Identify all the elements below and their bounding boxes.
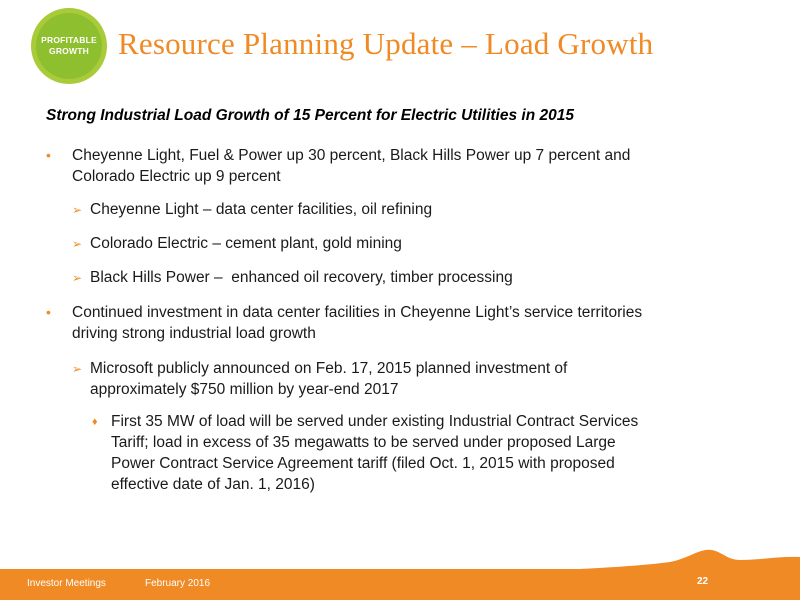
bullet-1-line1: Cheyenne Light, Fuel & Power up 30 percent, Black Hills Power up 7 percent and (72, 147, 631, 164)
slide-title: Resource Planning Update – Load Growth (118, 26, 654, 61)
arrow-bullet-icon: ➢ (72, 362, 83, 376)
slide-subtitle: Strong Industrial Load Growth of 15 Percent for Electric Utilities in 2015 (46, 107, 574, 124)
bullet-2-line1: Continued investment in data center facilities in Cheyenne Light’s service territories (72, 304, 643, 321)
bullet-dot-icon: • (46, 147, 51, 163)
bullet-2-subsub-1-line2: Tariff; load in excess of 35 megawatts to be served under proposed Large (111, 434, 616, 451)
bullet-2-text (72, 302, 732, 344)
badge-line2: GROWTH (49, 46, 89, 56)
bullet-1-text (72, 145, 732, 187)
bullet-1-line2: Colorado Electric up 9 percent (72, 168, 281, 185)
bullet-2-sub-1-line2: approximately $750 million by year-end 2017 (90, 381, 399, 398)
page-number: 22 (697, 576, 709, 587)
bullet-1-sub-3-text: Black Hills Power – enhanced oil recovery, timber processing (90, 269, 513, 286)
bullet-2-sub-1-line1: Microsoft publicly announced on Feb. 17, 2015 planned investment of (90, 360, 568, 377)
bullet-dot-icon: • (46, 304, 51, 320)
bullet-1-sub-2-text: Colorado Electric – cement plant, gold mining (90, 235, 402, 252)
arrow-bullet-icon: ➢ (72, 203, 83, 217)
bullet-1-sub-1-text: Cheyenne Light – data center facilities, oil refining (90, 201, 433, 218)
diamond-bullet-icon: ♦ (92, 416, 98, 428)
badge-line1: PROFITABLE (41, 35, 97, 45)
footer-bar (0, 569, 800, 600)
arrow-bullet-icon: ➢ (72, 237, 83, 251)
badge-circle (36, 13, 102, 79)
bullet-2-subsub-1-line4: effective date of Jan. 1, 2016) (111, 476, 315, 493)
arrow-bullet-icon: ➢ (72, 271, 83, 285)
badge-text (41, 35, 97, 57)
footer-event: Investor Meetings (27, 578, 106, 589)
bullet-2-subsub-1-line1: First 35 MW of load will be served under existing Industrial Contract Services (111, 413, 639, 430)
bullet-2-sub-1-text (90, 358, 720, 400)
bullet-2-subsub-1-line3: Power Contract Service Agreement tariff (filed Oct. 1, 2015 with proposed (111, 455, 615, 472)
bullet-2-line2: driving strong industrial load growth (72, 325, 316, 342)
footer-date: February 2016 (145, 578, 211, 589)
profitable-growth-badge (31, 8, 107, 84)
bullet-2-subsub-1-text (111, 411, 721, 495)
